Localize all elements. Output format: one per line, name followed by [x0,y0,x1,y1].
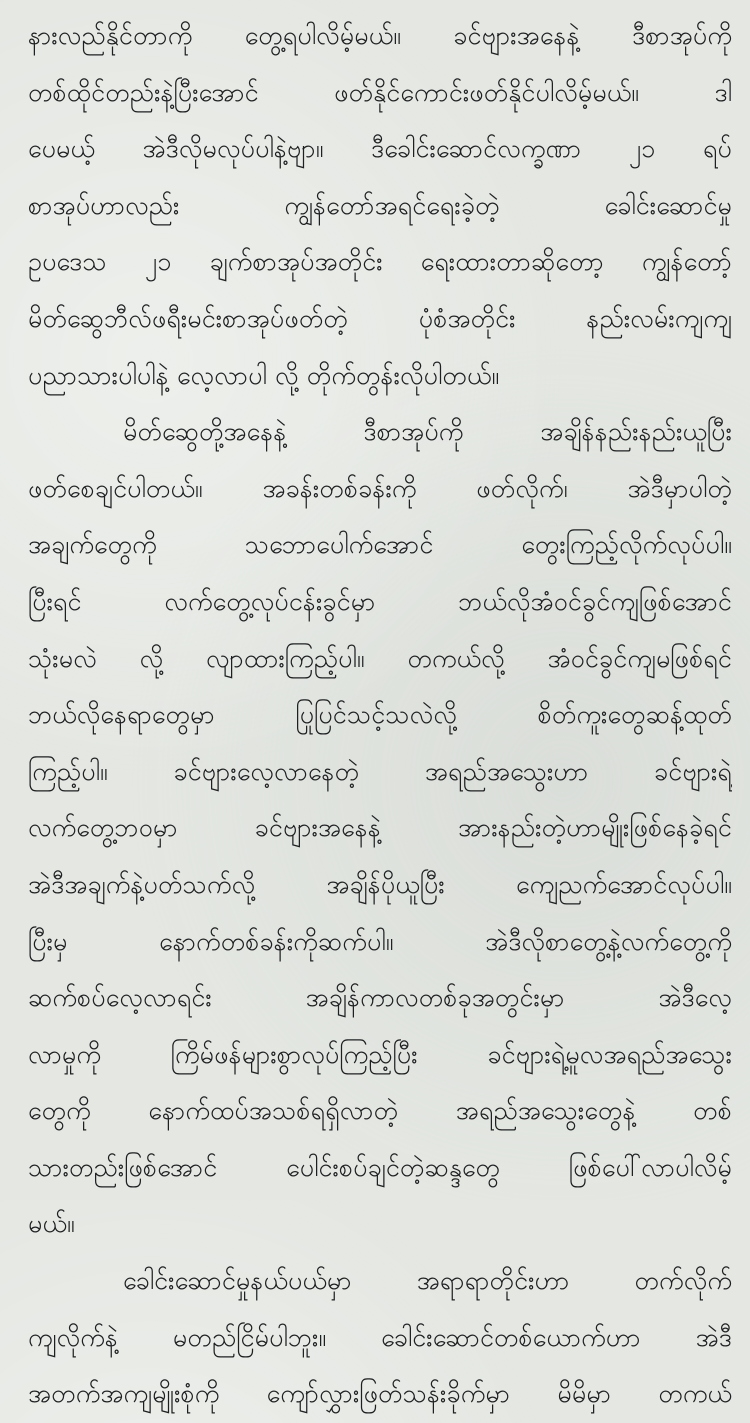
text-line: ပညာသားပါပါနဲ့ လေ့လာပါ လို့ တိုက်တွန်းလိုပါတယ်။ [28,360,500,390]
text-line: တစ်ထိုင်တည်းနဲ့ပြီးအောင် ဖတ်နိုင်ကောင်းဖတ်နိုင်ပါလိမ့်မယ်။ ဒါ [28,77,732,107]
text-line: အချက်တွေကို သဘောပေါက်အောင် တွေးကြည့်လိုက်လုပ်ပါ။ [28,530,732,560]
text-line: ဘယ်လိုနေရာတွေမှာ ပြုပြင်သင့်သလဲလို့ စိတ်ကူးတွေဆန့်ထုတ် [28,700,732,730]
text-line: ဖတ်စေချင်ပါတယ်။ အခန်းတစ်ခန်းကို ဖတ်လိုက်၊ အဲဒီမှာပါတဲ့ [28,473,732,503]
text-line: မယ်။ [28,1209,75,1239]
paragraph-3 [28,1253,732,1423]
text-line: ဥပဒေသ ၂၁ ချက်စာအုပ်အတိုင်း ရေးထားတာဆိုတော့ ကျွန်တော့် [28,247,732,277]
text-line: ပြီးရင် လက်တွေ့လုပ်ငန်းခွင်မှာ ဘယ်လိုအံဝင်ခွင်ကျဖြစ်အောင် [28,586,732,616]
text-line: ပေမယ့် အဲဒီလိုမလုပ်ပါနဲ့ဗျာ။ ဒီခေါင်းဆောင်လက္ခဏာ ၂၁ ရပ် [28,134,732,164]
text-line: လာမှုကို ကြိမ်ဖန်များစွာလုပ်ကြည့်ပြီး ခင်ဗျားရဲ့မူလအရည်အသွေး [28,1039,732,1069]
text-line: ကျလိုက်နဲ့ မတည်ငြိမ်ပါဘူး။ ခေါင်းဆောင်တစ်ယောက်ဟာ အဲဒီ [28,1322,732,1352]
text-line: ခေါင်းဆောင်မှုနယ်ပယ်မှာ အရာရာတိုင်းဟာ တက်လိုက် [123,1266,732,1296]
text-line: လက်တွေ့ဘဝမှာ ခင်ဗျားအနေနဲ့ အားနည်းတဲ့ဟာမျိုးဖြစ်နေခဲ့ရင် [28,813,732,843]
text-line: အတက်အကျမျိုးစုံကို ကျော်လွှားဖြတ်သန်းခိုက်မှာ မိမိမှာ တကယ် [28,1379,732,1409]
text-line: ပြီးမှ နောက်တစ်ခန်းကိုဆက်ပါ။ အဲဒီလိုစာတွေ့နဲ့လက်တွေ့ကို [28,926,732,956]
text-line: ကြည့်ပါ။ ခင်ဗျားလေ့လာနေတဲ့ အရည်အသွေးဟာ ခင်ဗျားရဲ့ [28,756,732,786]
text-line: ဆက်စပ်လေ့လာရင်း အချိန်ကာလတစ်ခုအတွင်းမှာ အဲဒီလေ့ [28,983,732,1013]
text-line: နားလည်နိုင်တာကို တွေ့ရပါလိမ့်မယ်။ ခင်ဗျားအနေနဲ့ ဒီစာအုပ်ကို [28,21,732,50]
text-line: အဲဒီအချက်နဲ့ပတ်သက်လို့ အချိန်ပိုယူပြီး ကျေညက်အောင်လုပ်ပါ။ [28,869,732,899]
text-line: သားတည်းဖြစ်အောင် ပေါင်းစပ်ချင်တဲ့ဆန္ဒတွေ ဖြစ်ပေါ်လာပါလိမ့် [28,1152,732,1182]
text-line: သုံးမလဲ လို့ လျာထားကြည့်ပါ။ တကယ်လို့ အံဝင်ခွင်ကျမဖြစ်ရင် [28,643,732,673]
text-line: တွေကို နောက်ထပ်အသစ်ရရှိလာတဲ့ အရည်အသွေးတွေနဲ့ တစ် [28,1096,732,1126]
text-line: မိတ်ဆွေတို့အနေနဲ့ ဒီစာအုပ်ကို အချိန်နည်းနည်းယူပြီး [123,417,732,447]
text-line: စာအုပ်ဟာလည်း ကျွန်တော်အရင်ရေးခဲ့တဲ့ ခေါင်းဆောင်မှု [28,190,732,220]
paragraph-2 [28,404,732,1253]
paragraph-1 [28,8,732,404]
text-line: မိတ်ဆွေဘီလ်ဖရီးမင်းစာအုပ်ဖတ်တဲ့ ပုံစံအတိုင်း နည်းလမ်းကျကျ [28,303,732,333]
